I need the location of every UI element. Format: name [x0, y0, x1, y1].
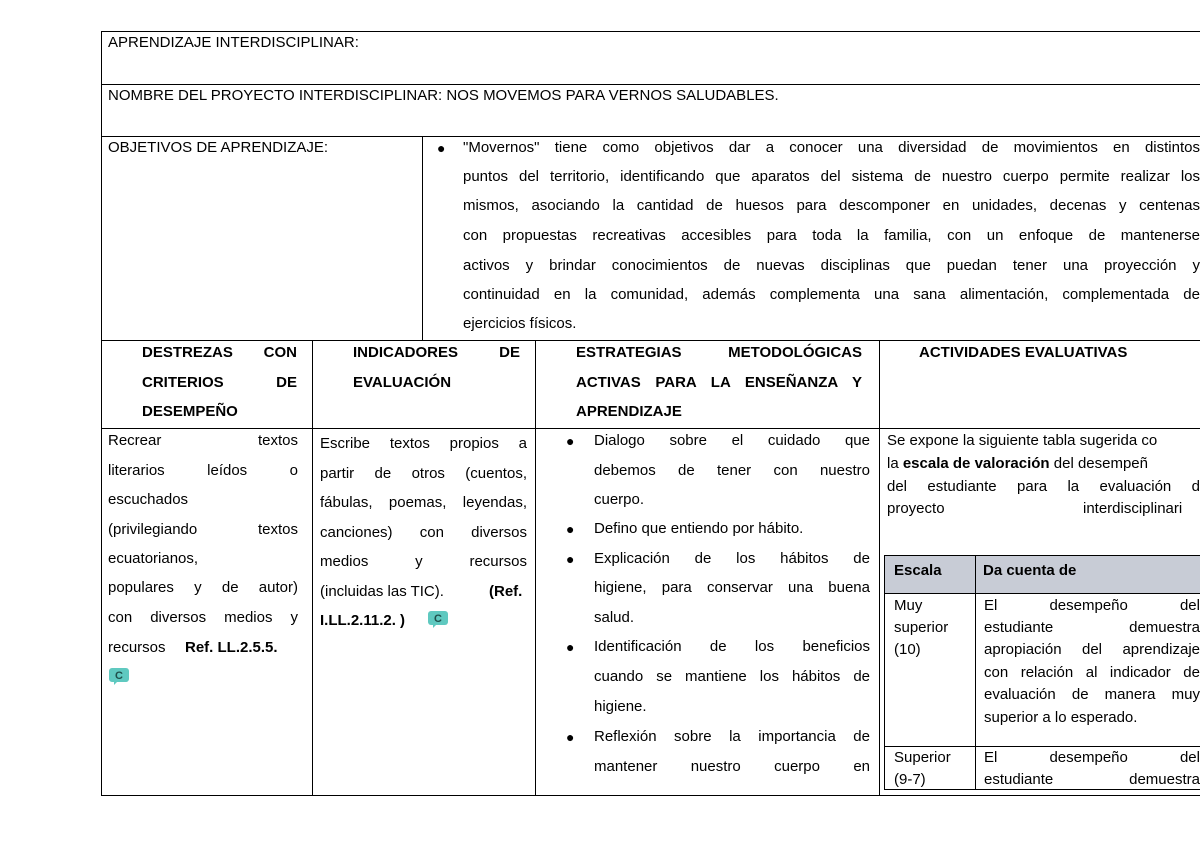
- indicadores-line: canciones) con diversos: [320, 524, 527, 541]
- border-left: [101, 31, 102, 796]
- header-estrategias: APRENDIZAJE: [576, 403, 682, 420]
- scale-border: [884, 593, 1200, 594]
- bullet-icon: ●: [566, 433, 575, 449]
- border-col3: [879, 340, 880, 796]
- project-name: NOMBRE DEL PROYECTO INTERDISCIPLINAR: NOS MOVEMOS PARA VERNOS SALUDABLES.: [108, 87, 779, 104]
- border-col1: [312, 340, 313, 796]
- destrezas-line: ecuatorianos,: [108, 550, 199, 567]
- actividades-intro-line: proyecto: [887, 500, 945, 517]
- actividades-intro-bold: escala de valoración: [902, 455, 1050, 472]
- actividades-intro-line: la escala de valoración del desempeñ: [887, 455, 1148, 472]
- scale-border: [884, 789, 1200, 790]
- destrezas-line: escuchados: [108, 491, 189, 508]
- destrezas-ref: Ref. LL.2.5.5.: [185, 639, 278, 656]
- scale-desc-line: apropiación del aprendizaje: [984, 641, 1200, 658]
- header-indicadores: INDICADORES DE: [353, 344, 520, 361]
- interdisciplinary-label: APRENDIZAJE INTERDISCIPLINAR:: [108, 34, 359, 51]
- scale-desc-line: estudiante demuestra: [984, 771, 1200, 788]
- estrategia-line: Defino que entiendo por hábito.: [594, 520, 804, 537]
- bullet-icon: ●: [566, 551, 575, 567]
- destrezas-line: con diversos medios y: [108, 609, 298, 626]
- header-indicadores: EVALUACIÓN: [353, 374, 452, 391]
- objective-line: puntos del territorio, identificando que aparatos del sistema de nuestro cuerpo permite realizar los: [463, 168, 1200, 185]
- estrategia-line: cuerpo.: [594, 491, 645, 508]
- indicadores-line: medios y recursos: [320, 553, 527, 570]
- estrategia-line: higiene, para conservar una buena: [594, 579, 870, 596]
- estrategia-line: higiene.: [594, 698, 647, 715]
- destrezas-line: recursos: [108, 639, 166, 656]
- estrategia-line: Dialogo sobre el cuidado que: [594, 432, 870, 449]
- header-destrezas: DESTREZAS CON: [142, 344, 297, 361]
- scale-level: superior: [894, 619, 949, 636]
- scale-border: [884, 555, 1200, 556]
- border-row3: [101, 340, 1200, 341]
- comment-badge-letter: C: [434, 613, 442, 625]
- estrategia-line: salud.: [594, 609, 635, 626]
- border-bottom: [101, 795, 1200, 796]
- bullet-icon: ●: [566, 639, 575, 655]
- actividades-intro-line: interdisciplinari: [1083, 500, 1183, 517]
- objective-line: continuidad en la comunidad, además complementa una sana alimentación, complementada de: [463, 286, 1200, 303]
- header-estrategias: ESTRATEGIAS METODOLÓGICAS: [576, 344, 862, 361]
- destrezas-line: Recrear textos: [108, 432, 298, 449]
- border-row1: [101, 84, 1200, 85]
- estrategia-line: Identificación de los beneficios: [594, 638, 870, 655]
- header-actividades: ACTIVIDADES EVALUATIVAS: [919, 344, 1128, 361]
- scale-col-da-cuenta: Da cuenta de: [983, 562, 1077, 579]
- estrategia-line: Reflexión sobre la importancia de: [594, 728, 870, 745]
- scale-level: (9-7): [894, 771, 926, 788]
- border-header-row: [101, 428, 1200, 429]
- objective-line: ejercicios físicos.: [463, 315, 577, 332]
- bullet-icon: ●: [566, 729, 575, 745]
- border-top: [101, 31, 1200, 32]
- border-col2: [535, 340, 536, 796]
- header-estrategias: ACTIVAS PARA LA ENSEÑANZA Y: [576, 374, 862, 391]
- scale-desc-line: evaluación de manera muy: [984, 686, 1200, 703]
- scale-border: [884, 555, 885, 790]
- estrategia-line: cuando se mantiene los hábitos de: [594, 668, 870, 685]
- header-destrezas: CRITERIOS DE: [142, 374, 297, 391]
- scale-border: [975, 555, 976, 790]
- scale-col-escala: Escala: [894, 562, 942, 579]
- destrezas-line: populares y de autor): [108, 579, 298, 596]
- estrategia-line: mantener nuestro cuerpo en: [594, 758, 870, 775]
- bullet-icon: ●: [437, 140, 446, 156]
- scale-desc-line: con relación al indicador de: [984, 664, 1200, 681]
- actividades-intro-line: Se expone la siguiente tabla sugerida co: [887, 432, 1158, 449]
- bullet-icon: ●: [566, 521, 575, 537]
- scale-level: Muy: [894, 597, 923, 614]
- destrezas-line: literarios leídos o: [108, 462, 298, 479]
- border-objectives-split: [422, 136, 423, 341]
- scale-desc-line: superior a lo esperado.: [984, 709, 1138, 726]
- indicadores-line: fábulas, poemas, leyendas,: [320, 494, 527, 511]
- objectives-label: OBJETIVOS DE APRENDIZAJE:: [108, 139, 329, 156]
- actividades-intro-line: del estudiante para la evaluación d: [887, 478, 1200, 495]
- indicadores-line: partir de otros (cuentos,: [320, 465, 527, 482]
- scale-desc-line: El desempeño del: [984, 749, 1200, 766]
- estrategia-line: debemos de tener con nuestro: [594, 462, 870, 479]
- scale-border: [884, 746, 1200, 747]
- indicadores-ref: (Ref.: [489, 583, 523, 600]
- objective-line: mismos, asociando la cantidad de huesos para descomponer en unidades, decenas y centenas: [463, 197, 1200, 214]
- estrategia-line: Explicación de los hábitos de: [594, 550, 870, 567]
- indicadores-line: Escribe textos propios a: [320, 435, 527, 452]
- scale-level: Superior: [894, 749, 951, 766]
- objective-line: activos y brindar conocimientos de nuevas disciplinas que puedan tener una proyección y: [463, 257, 1200, 274]
- destrezas-line: (privilegiando textos: [108, 521, 298, 538]
- indicadores-ref-code: I.LL.2.11.2. ): [320, 612, 406, 629]
- scale-desc-line: estudiante demuestra: [984, 619, 1200, 636]
- border-row2: [101, 136, 1200, 137]
- objective-line: "Movernos" tiene como objetivos dar a conocer una diversidad de movimientos en distintos: [463, 139, 1200, 156]
- scale-level: (10): [894, 641, 921, 658]
- header-destrezas: DESEMPEÑO: [142, 403, 238, 420]
- comment-badge-icon[interactable]: [427, 610, 449, 628]
- indicadores-line: (incluidas las TIC).: [320, 583, 444, 600]
- comment-badge-letter: C: [115, 670, 123, 682]
- objective-line: con propuestas recreativas accesibles para toda la familia, con un enfoque de mantenerse: [463, 227, 1200, 244]
- scale-desc-line: El desempeño del: [984, 597, 1200, 614]
- comment-badge-icon[interactable]: [108, 667, 130, 685]
